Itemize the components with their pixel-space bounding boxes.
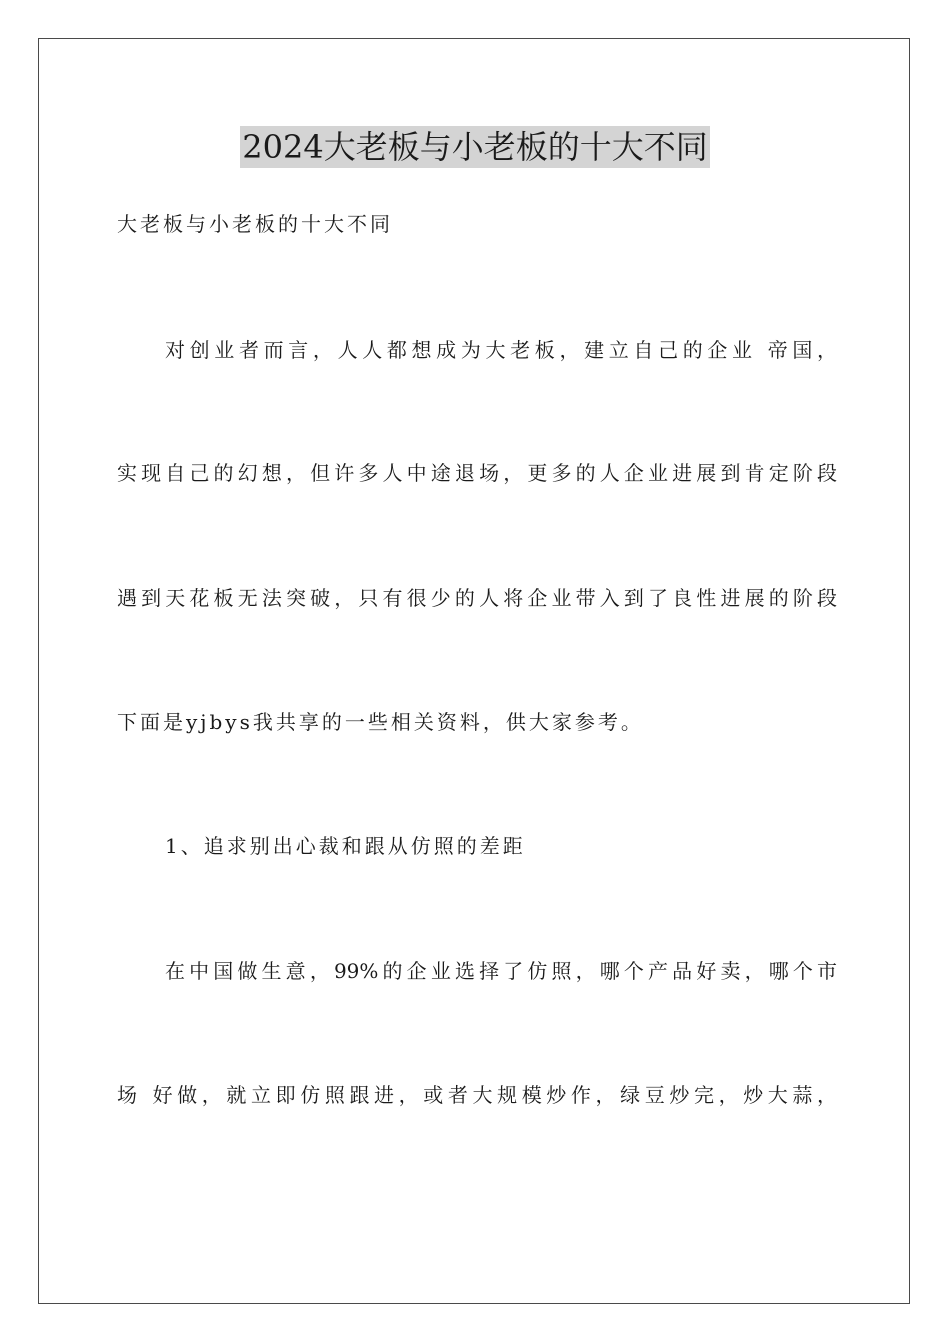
- paragraph-line: 场 好做，就立即仿照跟进，或者大规模炒作，绿豆炒完，炒大蒜，: [117, 1083, 837, 1107]
- paragraph-line: 在中国做生意，99%的企业选择了仿照，哪个产品好卖，哪个市: [165, 959, 837, 983]
- paragraph-line: 遇到天花板无法突破，只有很少的人将企业带入到了良性进展的阶段: [117, 586, 837, 610]
- title-container: [0, 126, 950, 168]
- document-subtitle: 大老板与小老板的十大不同: [117, 212, 393, 236]
- paragraph-line: 对创业者而言，人人都想成为大老板，建立自己的企业 帝国，: [165, 338, 837, 362]
- section-heading: 1、追求别出心裁和跟从仿照的差距: [165, 834, 526, 858]
- paragraph-line: 实现自己的幻想，但许多人中途退场，更多的人企业进展到肯定阶段: [117, 461, 837, 485]
- document-title: 2024大老板与小老板的十大不同: [242, 128, 708, 166]
- paragraph-line: 下面是yjbys我共享的一些相关资料，供大家参考。: [117, 710, 644, 734]
